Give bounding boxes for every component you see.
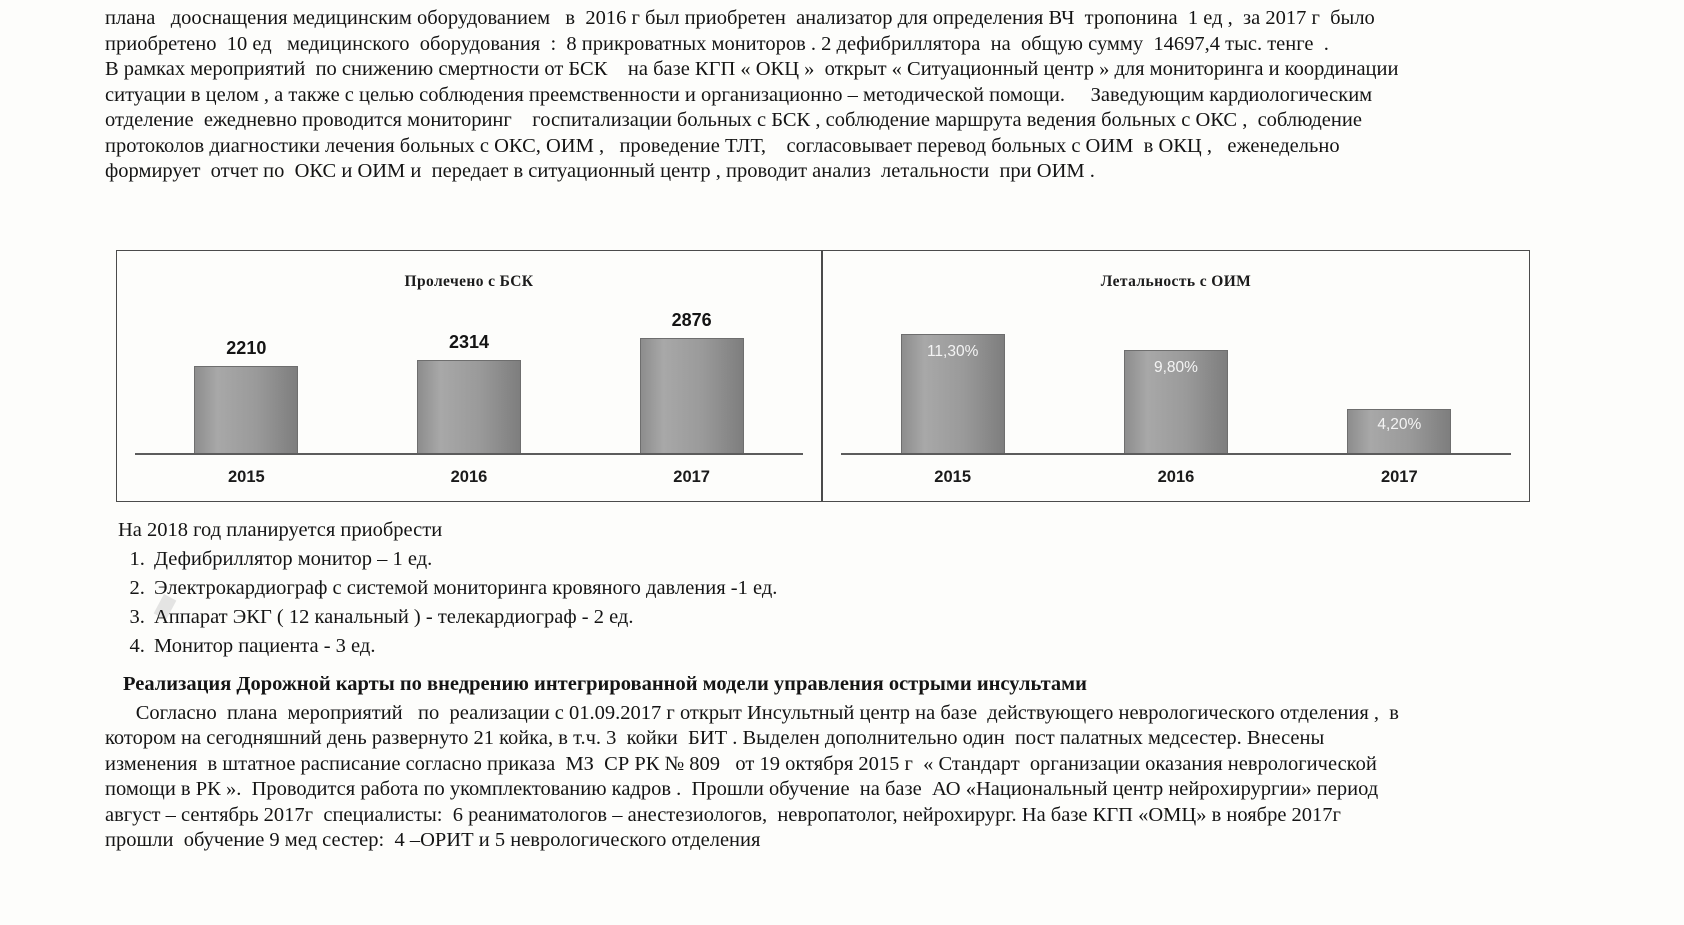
- bar-value-label: 2314: [448, 332, 489, 352]
- plan-heading: На 2018 год планируется приобрести: [118, 519, 443, 541]
- bar-group: [1288, 297, 1511, 454]
- x-axis-line: [841, 453, 1511, 455]
- bar: [901, 334, 1005, 454]
- x-tick-label: 2017: [1380, 468, 1418, 486]
- intro-line: ситуации в целом , а также с целью соблюдения преемственности и организационно – методической помощи. Заведующим кардиологическим: [105, 83, 1373, 106]
- x-tick-label: 2016: [1157, 468, 1195, 486]
- intro-line: приобретено 10 ед медицинского оборудования : 8 прикроватных мониторов . 2 дефибриллятора на общую сумму 14697,4 тыс. тенге .: [105, 32, 1329, 55]
- x-tick-label: 2017: [673, 468, 710, 486]
- body-line: август – сентябрь 2017г специалисты: 6 реаниматологов – анестезиологов, невропатолог, нейрохирург. На базе КГП «ОМЦ» в ноябре 2017г: [105, 803, 1341, 826]
- intro-line: отделение ежедневно проводится мониторинг госпитализации больных с БСК , соблюдение маршрута ведения больных с ОКС , соблюдение: [105, 109, 1362, 131]
- section-heading: Реализация Дорожной карты по внедрению интегрированной модели управления острыми инсультами: [123, 673, 1087, 695]
- bar: [1124, 350, 1228, 454]
- intro-line: формирует отчет по ОКС и ОИМ и передает в ситуационный центр , проводит анализ летальности при ОИМ .: [105, 160, 1095, 182]
- body-line: помощи в РК ». Проводится работа по укомплектованию кадров . Прошли обучение на базе АО «Национальный центр нейрохирургии» период: [105, 778, 1379, 800]
- intro-line: плана дооснащения медицинским оборудованием в 2016 г был приобретен анализатор для определения ВЧ тропонина 1 ед , за 2017 г было: [105, 7, 1375, 29]
- bar-group: [358, 297, 580, 454]
- bar: [1347, 409, 1451, 454]
- intro-line: В рамках мероприятий по снижению смертности от БСК на базе КГП « ОКЦ » открыт « Ситуационный центр » для мониторинга и координации: [105, 58, 1399, 80]
- bar: [640, 338, 744, 454]
- charts-row: [116, 250, 1530, 502]
- body-line: изменения в штатное расписание согласно приказа МЗ СР РК № 809 от 19 октября 2015 г « Стандарт организации оказания неврологической: [105, 752, 1377, 775]
- chart-mortality-oim: [822, 250, 1530, 502]
- bar-group: [1064, 297, 1287, 454]
- list-item: 3. Аппарат ЭКГ ( 12 канальный ) - телекардиограф - 2 ед.: [150, 603, 1216, 632]
- bar-group: [580, 297, 802, 454]
- body-line: котором на сегодняшний день развернуто 21 койка, в т.ч. 3 койки БИТ . Выделен дополнительно один пост палатных медсестер. Внесены: [105, 727, 1325, 749]
- bar-series: [135, 297, 803, 454]
- bar-group: [135, 297, 357, 454]
- chart-plot-area: [117, 297, 821, 501]
- body-line: прошли обучение 9 мед сестер: 4 –ОРИТ и 5 неврологического отделения: [105, 829, 761, 851]
- x-axis-categories: [135, 468, 803, 487]
- list-item: 4. Монитор пациента - 3 ед.: [150, 632, 1216, 661]
- purchase-plan-section: [116, 516, 1216, 661]
- chart-title: Пролеченo с БСК: [404, 273, 534, 290]
- chart-plot-area: [823, 297, 1529, 501]
- intro-line: протоколов диагностики лечения больных с ОКС, ОИМ , проведение ТЛТ, согласовывает перевод больных с ОИМ в ОКЦ , еженедельно: [105, 134, 1340, 157]
- x-tick-label: 2016: [450, 468, 488, 486]
- list-item: 2. Электрокардиограф с системой мониторинга кровяного давления -1 ед.: [150, 574, 1216, 603]
- x-axis-categories: [841, 468, 1511, 487]
- x-tick-label: 2015: [934, 468, 972, 486]
- chart-treated-bsk: [116, 250, 822, 502]
- chart-title: Летальность с ОИМ: [1100, 273, 1252, 290]
- bar-series: [841, 297, 1511, 454]
- x-axis-line: [135, 453, 803, 455]
- stroke-roadmap-section: [105, 672, 1575, 854]
- bar-value-label: 2876: [671, 310, 712, 330]
- bar: [417, 360, 521, 454]
- list-item: 1. Дефибриллятор монитор – 1 ед.: [150, 545, 1216, 574]
- intro-paragraph: [105, 6, 1575, 185]
- plan-list: [116, 545, 1216, 661]
- bar-value-label: 4,20%: [1377, 416, 1422, 433]
- bar-value-label: 9,80%: [1154, 359, 1198, 376]
- x-tick-label: 2015: [227, 468, 265, 486]
- bar-group: [841, 297, 1064, 454]
- body-line: Согласно плана мероприятий по реализации с 01.09.2017 г открыт Инсультный центр на базе действующего неврологического отделения , в: [105, 701, 1399, 724]
- bar: [194, 366, 298, 454]
- bar-value-label: 2210: [226, 338, 267, 358]
- bar-value-label: 11,30%: [926, 343, 979, 360]
